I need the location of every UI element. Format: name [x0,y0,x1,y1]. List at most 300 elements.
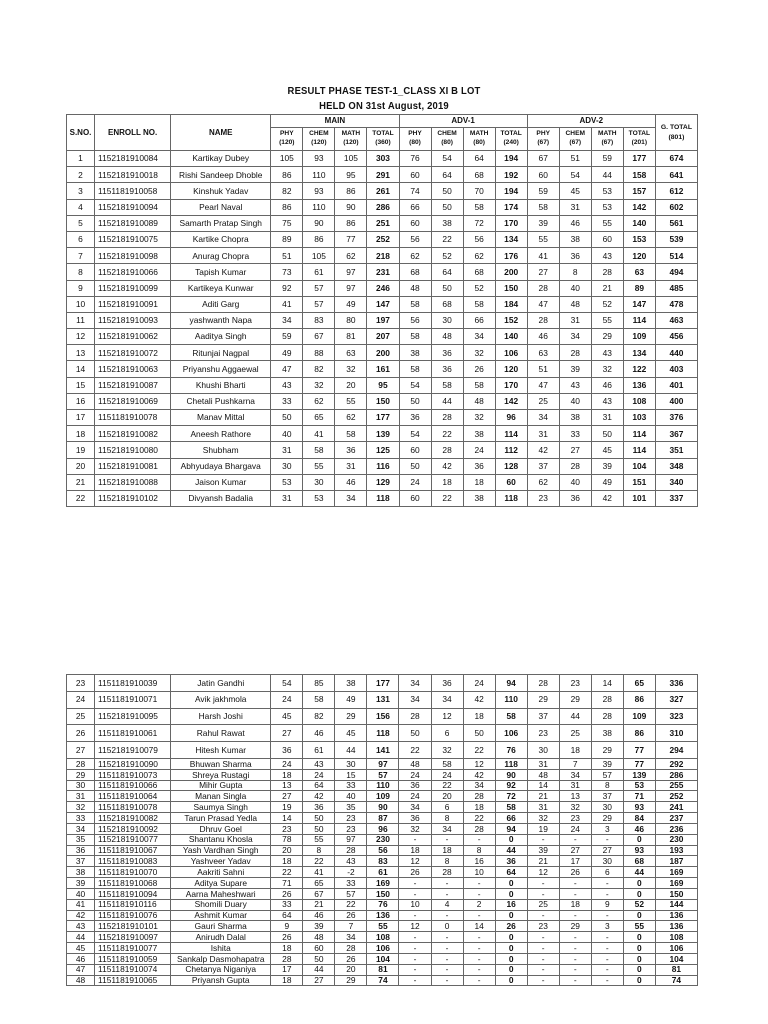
score-cell: 9 [591,899,623,910]
subject-header: CHEM (80) [431,128,463,151]
score-cell: 50 [399,725,431,742]
score-cell: 61 [303,264,335,280]
score-cell: 17 [559,856,591,867]
score-cell: 43 [303,758,335,769]
score-cell: 44 [591,167,623,183]
serial-cell: 17 [67,410,95,426]
serial-cell: 33 [67,813,95,824]
enroll-cell: 1152181910087 [95,377,171,393]
score-cell: 43 [591,345,623,361]
enroll-header: ENROLL NO. [95,115,171,151]
score-cell: 176 [495,248,527,264]
score-cell: 6 [431,802,463,813]
score-cell: - [399,888,431,899]
score-cell: 3 [591,823,623,834]
score-cell: 59 [527,183,559,199]
table-row [67,921,698,932]
score-cell: 20 [271,845,303,856]
score-cell: 20 [431,791,463,802]
score-cell: 108 [367,932,399,943]
score-cell: 13 [271,780,303,791]
score-cell: 33 [271,899,303,910]
table-row [67,167,698,183]
score-cell: - [431,975,463,986]
score-cell: 18 [431,474,463,490]
score-cell: 60 [399,490,431,506]
score-cell: 131 [367,691,399,708]
score-cell: 108 [623,393,655,409]
score-cell: 15 [335,769,367,780]
score-cell: - [431,932,463,943]
score-cell: 43 [591,248,623,264]
score-cell: 42 [463,769,495,780]
table-row [67,377,698,393]
score-cell: - [399,834,431,845]
score-cell: 252 [367,231,399,247]
score-cell: 52 [591,296,623,312]
score-cell: 86 [335,183,367,199]
serial-cell: 35 [67,834,95,845]
score-cell: 28 [527,312,559,328]
enroll-cell: 1152181910102 [95,490,171,506]
score-cell: 58 [335,426,367,442]
enroll-cell: 1151181910116 [95,899,171,910]
score-cell: 81 [655,964,697,975]
table-row [67,345,698,361]
name-cell: Kartikay Dubey [171,151,271,167]
name-cell: Priyanshu Aggaewal [171,361,271,377]
score-cell: - [431,878,463,889]
name-cell: Shreya Rustagi [171,769,271,780]
score-cell: 49 [271,345,303,361]
score-cell: 336 [655,675,697,692]
score-cell: 28 [335,943,367,954]
score-cell: 60 [399,442,431,458]
score-cell: 23 [335,823,367,834]
name-cell: Pearl Naval [171,199,271,215]
score-cell: 23 [527,490,559,506]
score-cell: 104 [367,953,399,964]
score-cell: 28 [527,675,559,692]
score-cell: 34 [431,691,463,708]
score-cell: 56 [463,231,495,247]
score-cell: 105 [303,248,335,264]
score-cell: 60 [399,167,431,183]
score-cell: 28 [527,280,559,296]
score-cell: 60 [527,167,559,183]
enroll-cell: 1152181910088 [95,474,171,490]
score-cell: 38 [335,675,367,692]
score-cell: 77 [335,231,367,247]
score-cell: 0 [623,834,655,845]
score-cell: 52 [431,248,463,264]
gtotal-header: G. TOTAL (801) [655,115,697,151]
score-cell: 82 [303,361,335,377]
name-cell: Ashmit Kumar [171,910,271,921]
score-cell: 120 [495,361,527,377]
name-cell: Sankalp Dasmohapatra [171,953,271,964]
score-cell: 58 [527,199,559,215]
score-cell: 76 [399,151,431,167]
score-cell: 28 [335,845,367,856]
score-cell: 81 [335,329,367,345]
score-cell: 86 [271,167,303,183]
score-cell: 10 [463,867,495,878]
score-cell: 103 [623,410,655,426]
score-cell: 34 [431,823,463,834]
table-row [67,199,698,215]
score-cell: 32 [591,361,623,377]
score-cell: 141 [367,742,399,759]
score-cell: 94 [495,823,527,834]
score-cell: 54 [431,151,463,167]
score-cell: 20 [335,377,367,393]
result-title: RESULT PHASE TEST-1_CLASS XI B LOT [287,85,481,97]
table-row [67,769,698,780]
serial-cell: 2 [67,167,95,183]
score-cell: 64 [431,167,463,183]
score-cell: 105 [335,151,367,167]
score-cell: 40 [559,393,591,409]
serial-cell: 21 [67,474,95,490]
score-cell: 46 [623,823,655,834]
score-cell: 114 [623,312,655,328]
score-cell: 22 [271,867,303,878]
score-cell: 29 [591,329,623,345]
name-cell: Aaditya Singh [171,329,271,345]
enroll-cell: 1152181910081 [95,458,171,474]
score-cell: 109 [367,791,399,802]
score-cell: 31 [271,490,303,506]
serial-cell: 4 [67,199,95,215]
score-cell: 60 [399,215,431,231]
serial-cell: 14 [67,361,95,377]
score-cell: 28 [591,708,623,725]
score-cell: 86 [271,199,303,215]
score-cell: 41 [303,426,335,442]
score-cell: 18 [559,742,591,759]
score-cell: 0 [495,932,527,943]
score-cell: 97 [335,834,367,845]
name-cell: Aarna Maheshwari [171,888,271,899]
score-cell: 150 [495,280,527,296]
score-cell: 53 [303,490,335,506]
score-cell: 340 [655,474,697,490]
score-cell: 38 [591,725,623,742]
score-cell: 14 [527,780,559,791]
score-cell: 27 [527,264,559,280]
subject-header: PHY (67) [527,128,559,151]
name-cell: Saumya Singh [171,802,271,813]
subject-header: MATH (120) [335,128,367,151]
table-row [67,312,698,328]
score-cell: 68 [431,296,463,312]
serial-cell: 26 [67,725,95,742]
score-cell: 58 [399,296,431,312]
score-cell: 66 [463,312,495,328]
score-cell: 55 [591,215,623,231]
score-cell: 170 [495,377,527,393]
score-cell: 125 [367,442,399,458]
table-row [67,834,698,845]
serial-cell: 36 [67,845,95,856]
name-cell: Avik jakhmola [171,691,271,708]
score-cell: 45 [559,183,591,199]
score-cell: 64 [463,151,495,167]
name-cell: Hitesh Kumar [171,742,271,759]
score-cell: - [527,932,559,943]
score-cell: 73 [271,264,303,280]
score-cell: 42 [527,442,559,458]
enroll-cell: 1152181910097 [95,932,171,943]
enroll-cell: 1151181910077 [95,943,171,954]
score-cell: 26 [271,888,303,899]
score-cell: 612 [655,183,697,199]
table-row [67,791,698,802]
score-cell: 39 [303,921,335,932]
score-cell: 177 [367,410,399,426]
score-cell: 261 [367,183,399,199]
serial-cell: 31 [67,791,95,802]
subject-header: TOTAL (240) [495,128,527,151]
score-cell: 28 [431,410,463,426]
score-cell: 241 [655,802,697,813]
score-cell: 55 [623,921,655,932]
score-cell: 147 [623,296,655,312]
score-cell: 24 [303,769,335,780]
subject-header: MATH (80) [463,128,495,151]
score-cell: 337 [655,490,697,506]
score-cell: 194 [495,183,527,199]
score-cell: 539 [655,231,697,247]
score-cell: 14 [591,675,623,692]
score-cell: 97 [335,264,367,280]
enroll-cell: 1151181910067 [95,845,171,856]
score-cell: 53 [591,183,623,199]
score-cell: 44 [495,845,527,856]
enroll-cell: 1151181910061 [95,725,171,742]
score-cell: 43 [271,377,303,393]
table-row [67,490,698,506]
score-cell: 62 [399,248,431,264]
score-cell: 14 [463,921,495,932]
score-cell: 83 [367,856,399,867]
subject-header: CHEM (120) [303,128,335,151]
score-cell: 27 [303,975,335,986]
score-cell: 24 [271,691,303,708]
score-cell: 6 [591,867,623,878]
name-cell: Mihir Gupta [171,780,271,791]
score-cell: 31 [559,312,591,328]
score-cell: 56 [399,312,431,328]
table-row [67,888,698,899]
name-cell: Aneesh Rathore [171,426,271,442]
table-row [67,878,698,889]
score-cell: 30 [335,758,367,769]
subject-header: PHY (120) [271,128,303,151]
score-cell: 37 [527,458,559,474]
score-cell: - [463,953,495,964]
score-cell: 32 [527,813,559,824]
score-cell: 192 [495,167,527,183]
score-cell: 150 [367,888,399,899]
table-row [67,151,698,167]
score-cell: 97 [367,758,399,769]
score-cell: 93 [303,151,335,167]
score-cell: 30 [591,802,623,813]
score-cell: 50 [591,426,623,442]
score-cell: 53 [591,199,623,215]
score-cell: 207 [367,329,399,345]
score-cell: 28 [271,953,303,964]
name-cell: Kartikeya Kunwar [171,280,271,296]
score-cell: 44 [431,393,463,409]
name-cell: Ishita [171,943,271,954]
serial-cell: 15 [67,377,95,393]
score-cell: 31 [559,199,591,215]
table-row [67,758,698,769]
name-cell: Chetali Pushkarna [171,393,271,409]
score-cell: 94 [495,675,527,692]
score-cell: 74 [367,975,399,986]
score-cell: - [527,834,559,845]
score-cell: 37 [527,708,559,725]
score-cell: 48 [399,280,431,296]
score-cell: 75 [271,215,303,231]
score-cell: - [559,953,591,964]
score-cell: 153 [623,231,655,247]
score-cell: 0 [495,910,527,921]
score-cell: 22 [431,231,463,247]
table-row [67,953,698,964]
table-row [67,964,698,975]
enroll-cell: 1152181910089 [95,215,171,231]
score-cell: 32 [335,361,367,377]
table-row [67,474,698,490]
score-cell: - [431,953,463,964]
score-cell: 30 [303,474,335,490]
score-cell: - [591,910,623,921]
score-cell: 62 [335,248,367,264]
score-cell: 96 [495,410,527,426]
score-cell: 48 [527,769,559,780]
table-row [67,458,698,474]
enroll-cell: 1152181910077 [95,834,171,845]
score-cell: 230 [655,834,697,845]
score-cell: 230 [367,834,399,845]
score-cell: 46 [527,329,559,345]
enroll-cell: 1151181910058 [95,183,171,199]
enroll-cell: 1151181910059 [95,953,171,964]
score-cell: 70 [463,183,495,199]
score-cell: - [399,964,431,975]
score-cell: 42 [431,458,463,474]
score-cell: 36 [559,490,591,506]
score-cell: 77 [623,742,655,759]
score-cell: - [463,975,495,986]
score-cell: 42 [303,791,335,802]
score-cell: 43 [591,393,623,409]
score-cell: 28 [463,791,495,802]
score-cell: 41 [303,867,335,878]
serial-cell: 3 [67,183,95,199]
score-cell: 0 [431,921,463,932]
score-cell: 40 [559,280,591,296]
score-cell: 38 [399,345,431,361]
main-header: MAIN [271,115,399,128]
score-cell: 58 [303,691,335,708]
table-row [67,675,698,692]
score-cell: 90 [335,199,367,215]
score-cell: 106 [655,943,697,954]
score-cell: 0 [495,975,527,986]
name-cell: Kinshuk Yadav [171,183,271,199]
result-table-page1 [66,114,698,507]
table-row [67,845,698,856]
enroll-cell: 1152181910084 [95,151,171,167]
score-cell: 41 [527,248,559,264]
score-cell: - [591,834,623,845]
score-cell: 74 [399,183,431,199]
score-cell: 292 [655,758,697,769]
score-cell: 478 [655,296,697,312]
name-cell: Tapish Kumar [171,264,271,280]
score-cell: 8 [559,264,591,280]
score-cell: 30 [527,742,559,759]
score-cell: - [431,964,463,975]
score-cell: 36 [431,345,463,361]
enroll-cell: 1151181910071 [95,691,171,708]
score-cell: 25 [527,899,559,910]
score-cell: 38 [463,490,495,506]
score-cell: - [527,888,559,899]
score-cell: 237 [655,813,697,824]
table-row [67,231,698,247]
enroll-cell: 1151181910083 [95,856,171,867]
name-cell: Aakriti Sahni [171,867,271,878]
score-cell: 8 [303,845,335,856]
score-cell: 18 [431,845,463,856]
serial-cell: 10 [67,296,95,312]
score-cell: 60 [591,231,623,247]
score-cell: 22 [303,856,335,867]
score-cell: 68 [623,856,655,867]
score-cell: 27 [559,845,591,856]
score-cell: 29 [591,742,623,759]
score-cell: 85 [303,675,335,692]
score-cell: 45 [591,442,623,458]
score-cell: 7 [559,758,591,769]
name-cell: Bhuwan Sharma [171,758,271,769]
enroll-cell: 1151181910066 [95,780,171,791]
score-cell: 114 [623,442,655,458]
score-cell: - [463,932,495,943]
score-cell: 34 [399,802,431,813]
score-cell: 86 [623,691,655,708]
table-row [67,361,698,377]
score-cell: 32 [463,410,495,426]
score-cell: 140 [495,329,527,345]
table-row [67,742,698,759]
score-cell: 36 [303,802,335,813]
score-cell: 28 [431,867,463,878]
score-cell: 24 [399,769,431,780]
score-cell: 50 [431,183,463,199]
score-cell: 50 [431,280,463,296]
score-cell: 72 [495,791,527,802]
serial-cell: 23 [67,675,95,692]
score-cell: 108 [655,932,697,943]
